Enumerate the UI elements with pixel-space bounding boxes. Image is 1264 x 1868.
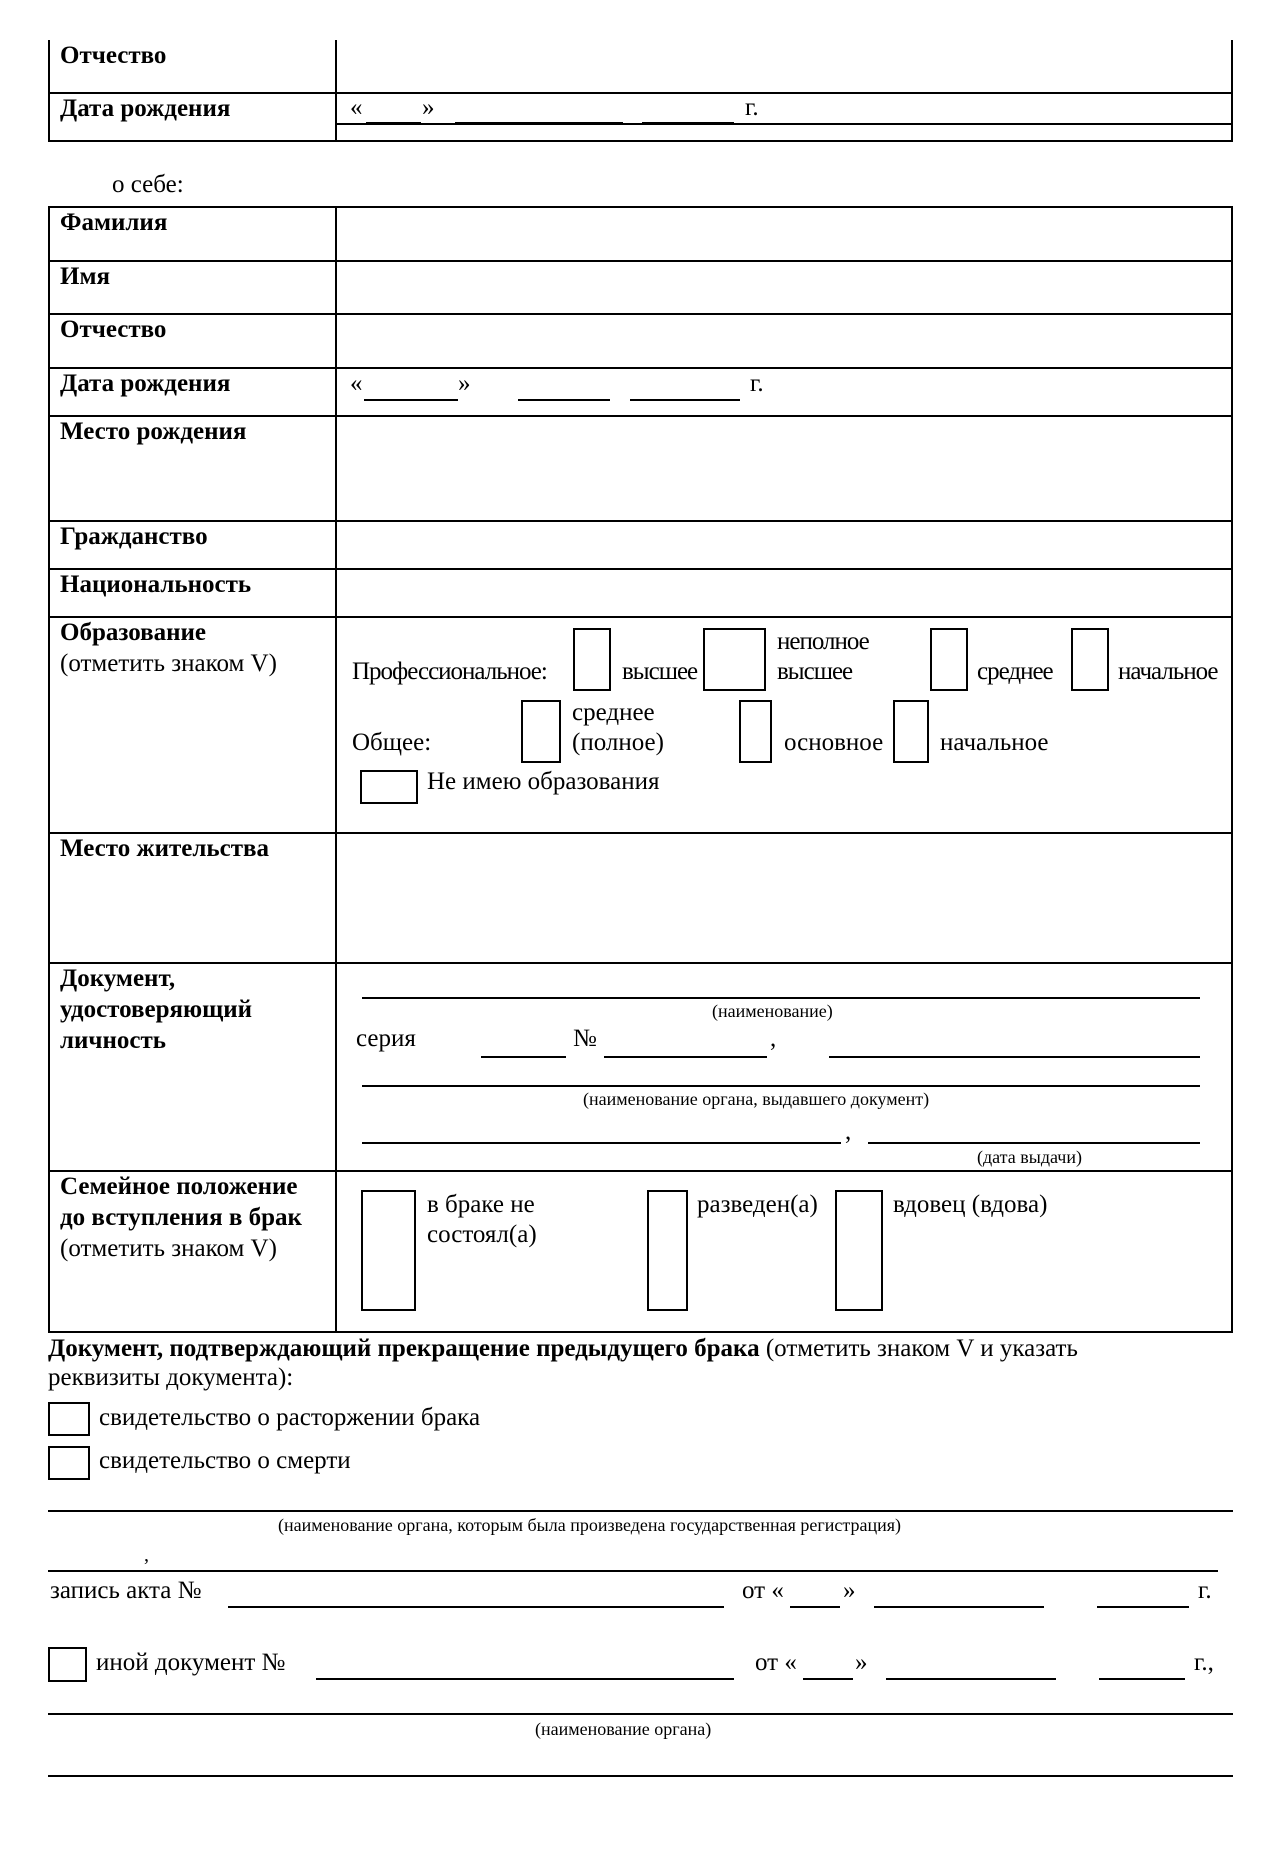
edu-primary-prof-label: начальное [1118, 658, 1218, 685]
widowed-label: вдовец (вдова) [893, 1191, 1048, 1218]
table-border [1231, 206, 1233, 1333]
edu-secondary-prof-label: среднее [977, 658, 1053, 685]
edu-secondary-full-label: среднее (полное) [572, 699, 664, 756]
table-border [48, 40, 50, 142]
divorce-certificate-checkbox[interactable] [48, 1402, 90, 1436]
birth-place-field[interactable] [337, 417, 1229, 519]
birth-year-field[interactable] [630, 399, 740, 401]
close-quote: » [458, 370, 471, 397]
series-label: серия [356, 1025, 416, 1052]
series-field[interactable] [481, 1056, 566, 1058]
edu-incomplete-higher-label: неполное высшее [777, 628, 869, 685]
education-label [60, 617, 330, 679]
number-label: № [573, 1025, 597, 1052]
never-married-checkbox[interactable] [361, 1190, 416, 1311]
other-month-field[interactable] [886, 1678, 1056, 1680]
from-label: от « [755, 1649, 797, 1676]
edu-secondary-full-checkbox[interactable] [521, 700, 561, 763]
other-document-label: иной документ № [96, 1649, 286, 1676]
record-day-field[interactable] [790, 1606, 840, 1608]
comma: , [845, 1118, 852, 1145]
residence-field[interactable] [337, 834, 1229, 961]
edu-basic-checkbox[interactable] [739, 700, 772, 763]
year-suffix: г. [750, 370, 764, 397]
termination-heading-plain: (отметить знаком V и указать реквизиты документа): [48, 1335, 1078, 1391]
edu-incomplete-higher-checkbox[interactable] [703, 628, 766, 691]
record-number-field[interactable] [228, 1606, 724, 1608]
record-year-field[interactable] [1097, 1606, 1189, 1608]
nationality-label: Национальность [60, 571, 252, 598]
divorce-certificate-label: свидетельство о расторжении брака [99, 1404, 481, 1431]
id-doc-name-caption: (наименование) [712, 1001, 833, 1021]
close-quote: » [843, 1577, 856, 1604]
authority-field-2[interactable] [48, 1775, 1233, 1777]
education-hint: (отметить знаком V) [60, 650, 277, 677]
divorced-checkbox[interactable] [647, 1190, 688, 1311]
registration-caption: (наименование органа, которым была произведена государственная регистрация) [278, 1515, 902, 1535]
death-certificate-label: свидетельство о смерти [99, 1447, 351, 1474]
from-label: от « [742, 1577, 784, 1604]
edu-primary-general-label: начальное [940, 729, 1049, 756]
edu-primary-general-checkbox[interactable] [893, 700, 929, 763]
patronymic-label: Отчество [60, 42, 167, 69]
table-border [335, 40, 337, 142]
edu-higher-label: высшее [622, 658, 698, 685]
marital-status-label [60, 1171, 325, 1264]
authority-field[interactable] [48, 1713, 1233, 1715]
issue-date-caption: (дата выдачи) [977, 1147, 1082, 1167]
about-self-heading: о себе: [112, 171, 184, 198]
table-border [48, 1331, 1233, 1333]
year-suffix: г., [1194, 1649, 1214, 1676]
birth-day-field[interactable] [364, 399, 458, 401]
surname-label: Фамилия [60, 209, 168, 236]
table-border [48, 206, 50, 1333]
name-field[interactable] [337, 262, 1229, 312]
divorced-label: разведен(а) [697, 1191, 818, 1218]
edu-primary-prof-checkbox[interactable] [1071, 628, 1109, 691]
issuer-field[interactable] [362, 1085, 1200, 1087]
birth-place-label: Место рождения [60, 418, 247, 445]
year-field[interactable] [642, 122, 734, 124]
issuer-caption: (наименование органа, выдавшего документ) [583, 1089, 930, 1109]
comma: , [770, 1025, 777, 1052]
surname-field[interactable] [337, 208, 1229, 259]
registration-authority-field-2[interactable] [48, 1570, 1218, 1572]
marital-status-hint: (отметить знаком V) [60, 1235, 277, 1262]
patronymic-field[interactable] [337, 315, 1229, 366]
edu-none-checkbox[interactable] [360, 770, 418, 804]
open-quote: « [350, 370, 363, 397]
birth-month-field[interactable] [518, 399, 610, 401]
year-suffix: г. [1198, 1577, 1212, 1604]
close-quote: » [422, 94, 435, 121]
other-document-number-field[interactable] [316, 1678, 734, 1680]
professional-label: Профессиональное: [352, 658, 547, 685]
table-border [335, 206, 337, 1333]
citizenship-label: Гражданство [60, 523, 208, 550]
name-label: Имя [60, 263, 110, 290]
registration-authority-field[interactable] [48, 1510, 1233, 1512]
other-year-field[interactable] [1099, 1678, 1185, 1680]
residence-label: Место жительства [60, 835, 269, 862]
never-married-label: в браке не состоял(а) [427, 1191, 537, 1248]
id-doc-name-field[interactable] [362, 997, 1200, 999]
other-day-field[interactable] [803, 1678, 853, 1680]
edu-higher-checkbox[interactable] [573, 628, 611, 691]
day-field[interactable] [366, 122, 421, 124]
id-document-label: Документ, удостоверяющий личность [60, 965, 253, 1054]
death-certificate-checkbox[interactable] [48, 1446, 90, 1480]
authority-caption: (наименование органа) [535, 1719, 712, 1739]
issuer-field-2[interactable] [362, 1142, 841, 1144]
marital-status-title: Семейное положение до вступления в брак [60, 1173, 302, 1231]
id-doc-extra-field[interactable] [829, 1056, 1200, 1058]
other-document-checkbox[interactable] [48, 1647, 87, 1682]
nationality-field[interactable] [337, 570, 1229, 615]
edu-secondary-prof-checkbox[interactable] [930, 628, 968, 691]
termination-heading [48, 1334, 1108, 1392]
edu-none-label: Не имею образования [427, 768, 660, 795]
education-title: Образование [60, 619, 207, 646]
patronymic-label: Отчество [60, 316, 167, 343]
record-month-field[interactable] [874, 1606, 1044, 1608]
birth-date-label: Дата рождения [60, 370, 231, 397]
table-border [48, 140, 1233, 142]
issue-date-field[interactable] [868, 1142, 1200, 1144]
open-quote: « [350, 94, 363, 121]
month-field[interactable] [455, 122, 623, 124]
birth-date-label: Дата рождения [60, 95, 231, 122]
table-border [1231, 40, 1233, 142]
citizenship-field[interactable] [337, 522, 1229, 567]
general-label: Общее: [352, 729, 432, 756]
edu-basic-label: основное [784, 729, 884, 756]
number-field[interactable] [604, 1056, 767, 1058]
termination-heading-bold: Документ, подтверждающий прекращение предыдущего брака [48, 1335, 760, 1362]
record-label: запись акта № [50, 1577, 202, 1604]
close-quote: » [855, 1649, 868, 1676]
year-suffix: г. [745, 94, 759, 121]
comma: , [144, 1544, 149, 1566]
widowed-checkbox[interactable] [835, 1190, 883, 1311]
